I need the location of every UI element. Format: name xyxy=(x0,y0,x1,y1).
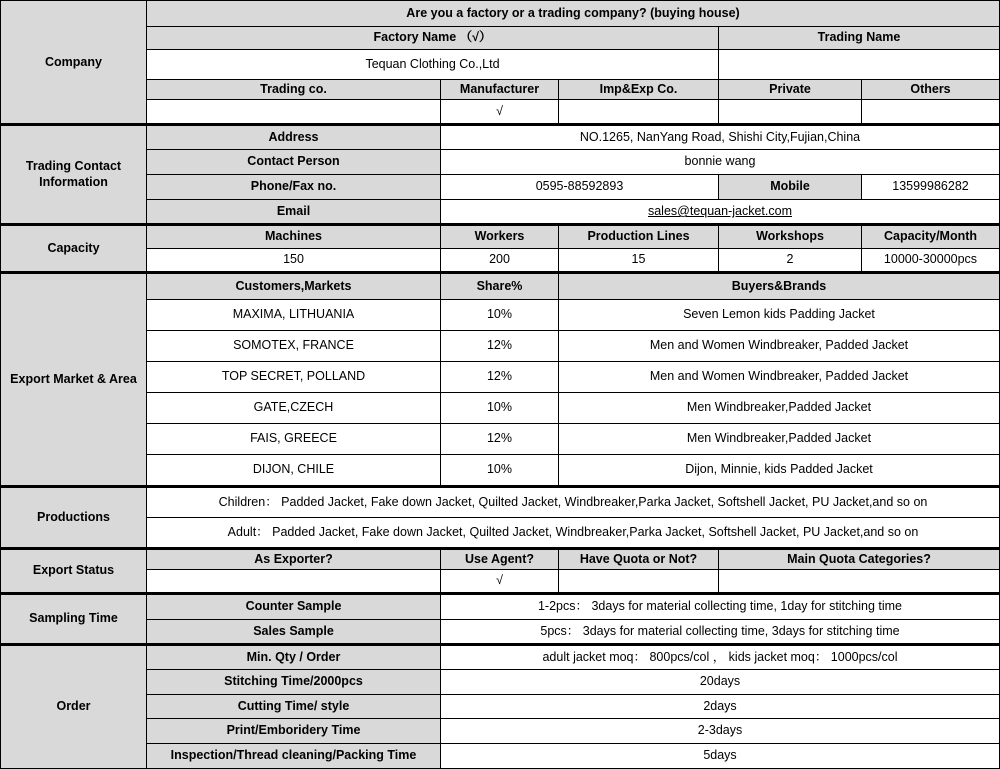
productions-adult: Adult： Padded Jacket, Fake down Jacket, Quilted Jacket, Windbreaker,Parka Jacket, Softshell Jacket, PU Jacket,and so on xyxy=(146,517,1000,548)
capacity-header-machines: Machines xyxy=(146,225,441,249)
phone-fax-value: 0595-88592893 xyxy=(440,174,719,200)
type-header-imp-exp: Imp&Exp Co. xyxy=(558,79,719,100)
type-value-manufacturer: √ xyxy=(440,99,559,125)
order-row-value: 20days xyxy=(440,669,1000,695)
trading-name-value xyxy=(718,49,1000,80)
order-row-value: 2-3days xyxy=(440,718,1000,744)
status-value-exporter xyxy=(146,569,441,593)
company-section-label: Company xyxy=(0,0,147,125)
export-status-section-label: Export Status xyxy=(0,549,147,593)
export-brands-cell: Men and Women Windbreaker, Padded Jacket xyxy=(558,330,1000,362)
order-row-value: 2days xyxy=(440,694,1000,719)
sampling-section-label: Sampling Time xyxy=(0,594,147,644)
phone-fax-label: Phone/Fax no. xyxy=(146,174,441,200)
export-brands-cell: Men Windbreaker,Padded Jacket xyxy=(558,392,1000,424)
productions-section-label: Productions xyxy=(0,487,147,548)
status-value-agent: √ xyxy=(440,569,559,593)
type-value-trading-co xyxy=(146,99,441,125)
export-share-cell: 12% xyxy=(440,330,559,362)
status-value-categories xyxy=(718,569,1000,593)
export-brands-cell: Seven Lemon kids Padding Jacket xyxy=(558,299,1000,331)
status-header-categories: Main Quota Categories? xyxy=(718,549,1000,570)
status-header-exporter: As Exporter? xyxy=(146,549,441,570)
trading-name-header: Trading Name xyxy=(718,26,1000,50)
order-row-label: Inspection/Thread cleaning/Packing Time xyxy=(146,743,441,769)
export-market-cell: TOP SECRET, POLLAND xyxy=(146,361,441,393)
productions-children: Children： Padded Jacket, Fake down Jacket, Quilted Jacket, Windbreaker,Parka Jacket, Softshell Jacket, PU Jacket,and so on xyxy=(146,487,1000,518)
order-row-value: adult jacket moq： 800pcs/col ， kids jacket moq： 1000pcs/col xyxy=(440,645,1000,670)
status-value-quota xyxy=(558,569,719,593)
capacity-value-monthly: 10000-30000pcs xyxy=(861,248,1000,272)
export-share-cell: 10% xyxy=(440,392,559,424)
counter-sample-value: 1-2pcs： 3days for material collecting time, 1day for stitching time xyxy=(440,594,1000,620)
contact-person-label: Contact Person xyxy=(146,149,441,175)
export-market-cell: DIJON, CHILE xyxy=(146,454,441,486)
capacity-value-machines: 150 xyxy=(146,248,441,272)
export-header-brands: Buyers&Brands xyxy=(558,273,1000,300)
export-share-cell: 12% xyxy=(440,361,559,393)
export-market-cell: FAIS, GREECE xyxy=(146,423,441,455)
status-header-agent: Use Agent? xyxy=(440,549,559,570)
order-row-label: Min. Qty / Order xyxy=(146,645,441,670)
order-row-label: Cutting Time/ style xyxy=(146,694,441,719)
order-row-label: Print/Emboridery Time xyxy=(146,718,441,744)
capacity-header-workshops: Workshops xyxy=(718,225,862,249)
type-header-manufacturer: Manufacturer xyxy=(440,79,559,100)
order-section-label: Order xyxy=(0,645,147,769)
address-label: Address xyxy=(146,125,441,150)
address-value: NO.1265, NanYang Road, Shishi City,Fujian,China xyxy=(440,125,1000,150)
sales-sample-value: 5pcs： 3days for material collecting time, 3days for stitching time xyxy=(440,619,1000,644)
contact-person-value: bonnie wang xyxy=(440,149,1000,175)
type-header-others: Others xyxy=(861,79,1000,100)
capacity-header-monthly: Capacity/Month xyxy=(861,225,1000,249)
type-header-trading-co: Trading co. xyxy=(146,79,441,100)
factory-or-trading-question: Are you a factory or a trading company? (buying house) xyxy=(146,0,1000,27)
email-label: Email xyxy=(146,199,441,225)
email-cell xyxy=(440,199,1000,225)
contact-section-label: Trading Contact Information xyxy=(0,125,147,225)
export-market-cell: SOMOTEX, FRANCE xyxy=(146,330,441,362)
export-market-cell: GATE,CZECH xyxy=(146,392,441,424)
export-share-cell: 12% xyxy=(440,423,559,455)
sales-sample-label: Sales Sample xyxy=(146,619,441,644)
capacity-value-lines: 15 xyxy=(558,248,719,272)
factory-name-value: Tequan Clothing Co.,Ltd xyxy=(146,49,719,80)
mobile-value: 13599986282 xyxy=(861,174,1000,200)
export-market-cell: MAXIMA, LITHUANIA xyxy=(146,299,441,331)
email-link[interactable]: sales@tequan-jacket.com xyxy=(647,204,792,219)
order-row-value: 5days xyxy=(440,743,1000,769)
status-header-quota: Have Quota or Not? xyxy=(558,549,719,570)
capacity-header-workers: Workers xyxy=(440,225,559,249)
capacity-value-workshops: 2 xyxy=(718,248,862,272)
order-row-label: Stitching Time/2000pcs xyxy=(146,669,441,695)
export-brands-cell: Men and Women Windbreaker, Padded Jacket xyxy=(558,361,1000,393)
mobile-label: Mobile xyxy=(718,174,862,200)
counter-sample-label: Counter Sample xyxy=(146,594,441,620)
type-value-imp-exp xyxy=(558,99,719,125)
export-share-cell: 10% xyxy=(440,299,559,331)
export-header-share: Share% xyxy=(440,273,559,300)
export-header-markets: Customers,Markets xyxy=(146,273,441,300)
export-share-cell: 10% xyxy=(440,454,559,486)
type-header-private: Private xyxy=(718,79,862,100)
export-brands-cell: Men Windbreaker,Padded Jacket xyxy=(558,423,1000,455)
export-section-label: Export Market & Area xyxy=(0,273,147,486)
type-value-others xyxy=(861,99,1000,125)
type-value-private xyxy=(718,99,862,125)
export-brands-cell: Dijon, Minnie, kids Padded Jacket xyxy=(558,454,1000,486)
factory-name-header: Factory Name （√） xyxy=(146,26,719,50)
capacity-section-label: Capacity xyxy=(0,225,147,272)
capacity-header-lines: Production Lines xyxy=(558,225,719,249)
capacity-value-workers: 200 xyxy=(440,248,559,272)
